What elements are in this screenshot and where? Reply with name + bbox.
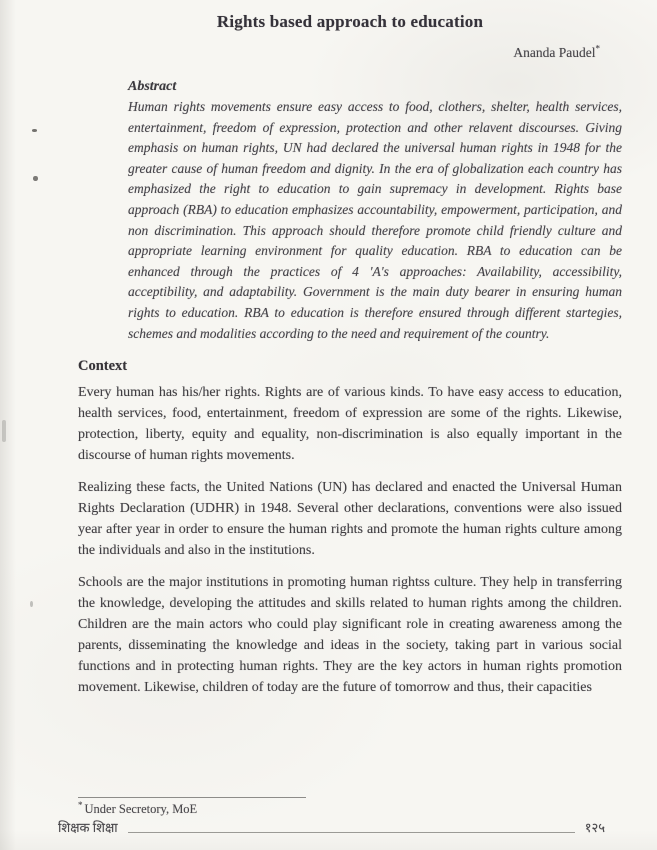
abstract-body: Human rights movements ensure easy access to food, clothers, shelter, health services, entertainment, freedom of expression, protection and other relavent discourses. Giving emphasis on human rights, UN had declared the universal human rights in 1948 for the greater cause of human freedom and dignity. In the era of globalization each country has emphasized the right to education to gain supremacy in development. Rights base approach (RBA) to education emphasizes accountability, empowerment, participation, and non discrimination. This approach should therefore promote child friendly culture and appropriate learning environment for quality education. RBA to education can be enhanced through the practices of 4 'A's approaches: Availability, accessibility, acceptibility, and adaptability. Government is the main duty bearer in ensuring human rights to education. RBA to education is therefore ensured through different startegies, schemes and modalities according to the need and requirement of the country. [128,99,622,341]
scan-artifact [33,176,38,181]
footnote-text: Under Secretory, MoE [84,802,198,816]
section-heading-context: Context [78,358,128,375]
page-footer [0,797,657,837]
footnote-marker: * [78,799,83,810]
context-paragraph-2: Realizing these facts, the United Nations (UN) has declared and enacted the Universal Human Rights Declaration (UDHR) in 1948. Several other declarations, conventions were also issued year after year in order to ensure the human rights and promote the human rights culture among the individuals and also in the institutions. [78,480,622,559]
abstract-heading: Abstract [128,79,177,94]
author-line [78,44,622,61]
page-title: Rights based approach to education [216,12,484,31]
scan-artifact [2,420,6,442]
footnote [78,801,657,817]
context-paragraph-1: Every human has his/her rights. Rights are of various kinds. To have easy access to education, health services, food, entertainment, freedom of expression are some of the rights. Likewise, protection, liberty, equity and equality, non-discrimination is also equally important in the discourse of human rights movements. [78,385,622,464]
author-footnote-marker: * [595,43,600,54]
context-paragraph-3: Schools are the major institutions in promoting human rightss culture. They help in transferring the knowledge, developing the attitudes and skills related to human rights among the children. Children are the main actors who could play significant role in creating awareness among the parents, disseminating the knowledge and ideas in the society, taking part in various social functions and in protecting human rights. They are the key actors in human rights promotion movement. Likewise, children of today are the future of tomorrow and thus, their capacities [78,575,622,696]
page-number: १२५ [584,820,605,835]
scan-artifact [30,601,33,607]
author-name: Ananda Paudel [513,45,596,60]
scan-artifact [32,129,37,132]
journal-footer-line [0,817,657,837]
context-section [78,356,622,698]
abstract-section [128,77,622,344]
journal-name: शिक्षक शिक्षा [58,820,118,835]
footnote-separator-line [78,797,306,798]
footer-rule-line [128,832,575,833]
